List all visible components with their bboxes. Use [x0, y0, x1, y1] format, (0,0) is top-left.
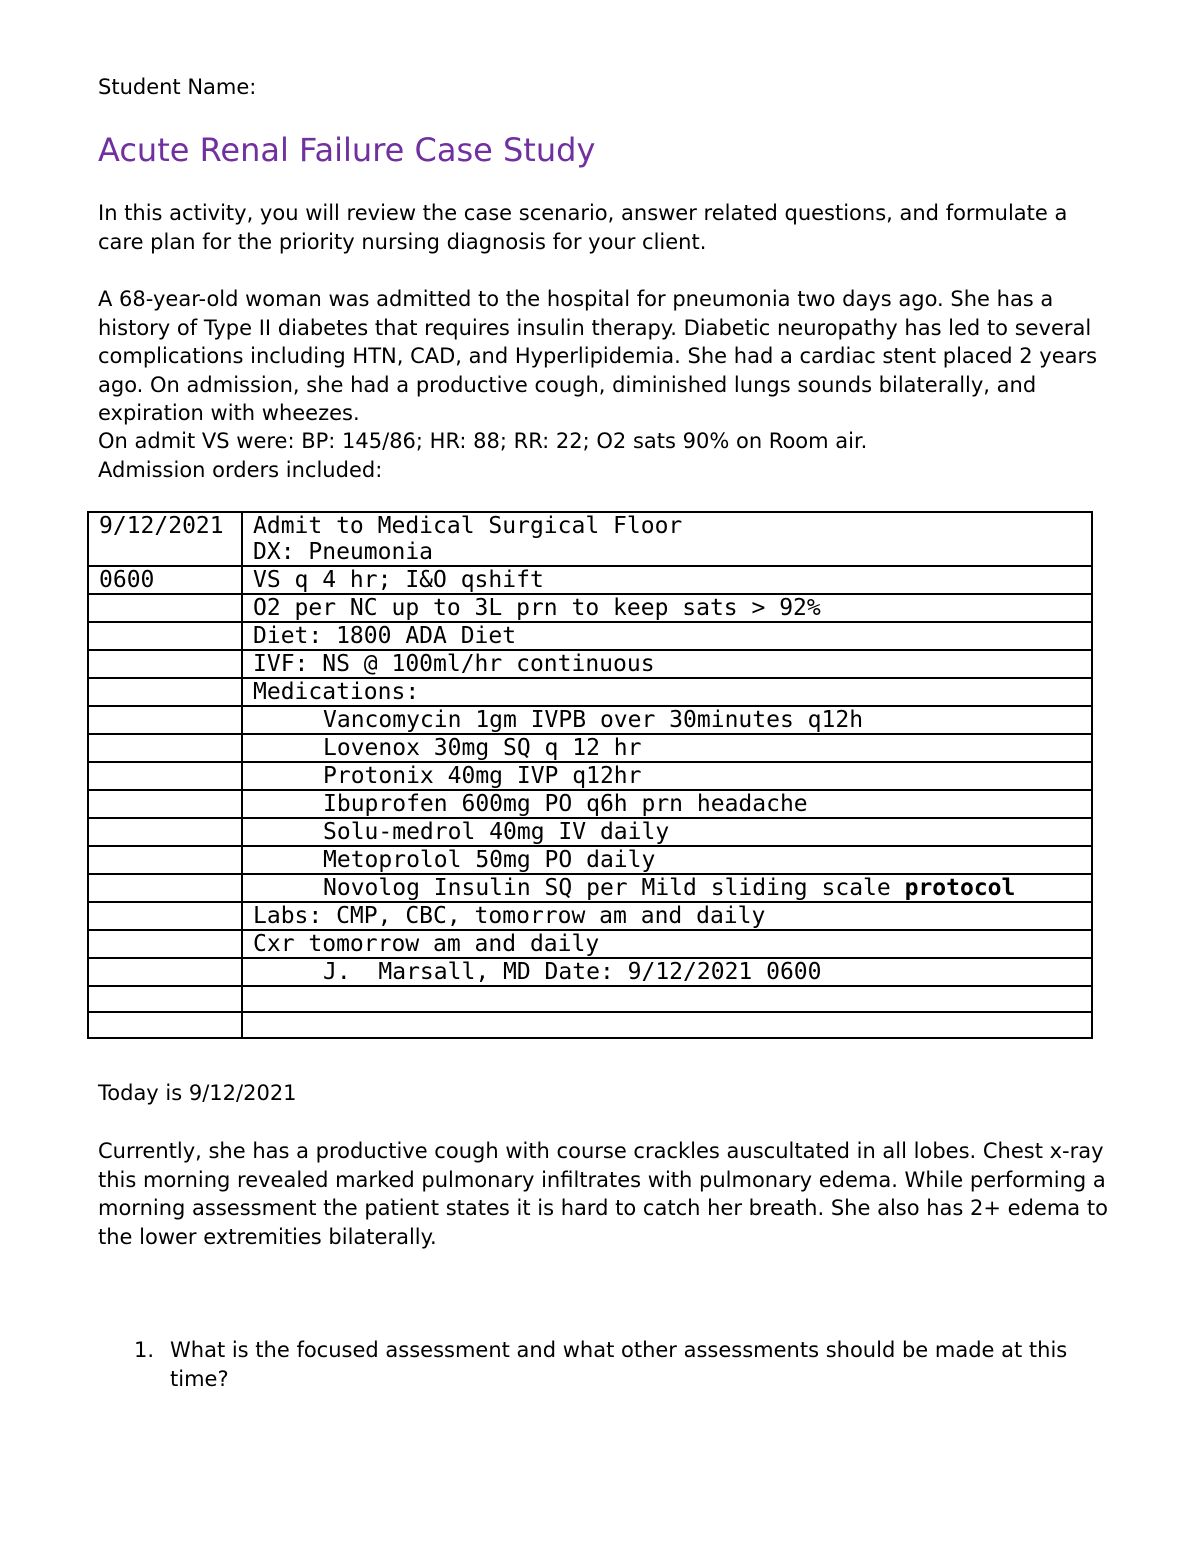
order-cell: O2 per NC up to 3L prn to keep sats > 92%	[242, 594, 1092, 622]
scenario-paragraph: A 68-year-old woman was admitted to the hospital for pneumonia two days ago. She has a history of Type II diabetes that requires insulin therapy. Diabetic neuropathy has led to several complications including HTN, CAD, and Hyperlipidemia. She had a cardiac stent placed 2 years ago. On admission, she had a productive cough, diminished lungs sounds bilaterally, and expiration with wheezes.	[98, 287, 1098, 425]
table-row	[88, 1012, 1092, 1038]
student-name-label: Student Name:	[98, 75, 257, 99]
order-date-cell	[88, 818, 242, 846]
order-cell	[242, 986, 1092, 1012]
order-cell: Diet: 1800 ADA Diet	[242, 622, 1092, 650]
order-date-cell	[88, 594, 242, 622]
medication-order: Lovenox 30mg SQ q 12 hr	[323, 735, 642, 761]
table-row	[88, 874, 1092, 902]
order-text-bold: protocol	[904, 875, 1016, 901]
order-date-cell	[88, 958, 242, 986]
order-cell	[242, 818, 1092, 846]
order-date-cell	[88, 678, 242, 706]
order-date-cell	[88, 790, 242, 818]
table-row	[88, 734, 1092, 762]
physician-signature: J. Marsall, MD Date: 9/12/2021 0600	[323, 959, 822, 985]
table-row	[88, 986, 1092, 1012]
medication-order	[253, 875, 1015, 901]
order-date-cell	[88, 734, 242, 762]
table-row	[88, 622, 1092, 650]
medication-order: Solu-medrol 40mg IV daily	[323, 819, 670, 845]
medication-order: Metoprolol 50mg PO daily	[323, 847, 656, 873]
page-title: Acute Renal Failure Case Study	[98, 131, 596, 169]
order-date-cell	[88, 846, 242, 874]
order-date-cell	[88, 622, 242, 650]
intro-paragraph: In this activity, you will review the case scenario, answer related questions, and formulate a care plan for the priority nursing diagnosis for your client.	[98, 201, 1068, 254]
current-status-paragraph: Currently, she has a productive cough with course crackles auscultated in all lobes. Chest x-ray this morning revealed marked pulmonary infiltrates with pulmonary edema. While performing a morning assessment the patient states it is hard to catch her breath. She also has 2+ edema to the lower extremities bilaterally.	[98, 1139, 1108, 1249]
table-row	[88, 594, 1092, 622]
order-cell	[242, 762, 1092, 790]
order-text: Novolog Insulin SQ per Mild sliding scale	[323, 875, 905, 901]
table-row	[88, 678, 1092, 706]
order-date-cell: 9/12/2021	[88, 512, 242, 566]
orders-label: Admission orders included:	[98, 458, 383, 482]
medication-order: Protonix 40mg IVP q12hr	[323, 763, 642, 789]
table-row	[88, 706, 1092, 734]
order-text: Admit to Medical Surgical Floor	[253, 513, 683, 539]
table-row	[88, 818, 1092, 846]
medication-order: Vancomycin 1gm IVPB over 30minutes q12h	[323, 707, 864, 733]
order-cell: VS q 4 hr; I&O qshift	[242, 566, 1092, 594]
order-date-cell	[88, 986, 242, 1012]
admit-vitals: On admit VS were: BP: 145/86; HR: 88; RR: 22; O2 sats 90% on Room air.	[98, 429, 868, 453]
table-row	[88, 846, 1092, 874]
order-cell	[242, 734, 1092, 762]
order-cell	[242, 846, 1092, 874]
table-row	[88, 566, 1092, 594]
order-date-cell	[88, 762, 242, 790]
order-cell: Medications:	[242, 678, 1092, 706]
order-date-cell	[88, 650, 242, 678]
order-cell	[242, 1012, 1092, 1038]
table-row	[88, 650, 1092, 678]
order-text: DX: Pneumonia	[253, 539, 434, 565]
order-cell	[242, 790, 1092, 818]
order-cell	[242, 958, 1092, 986]
order-cell	[242, 706, 1092, 734]
today-date: Today is 9/12/2021	[98, 1081, 297, 1105]
table-row	[88, 930, 1092, 958]
question-number: 1.	[134, 1338, 155, 1362]
order-date-cell: 0600	[88, 566, 242, 594]
admission-orders-table	[87, 511, 1093, 1039]
table-row	[88, 790, 1092, 818]
order-date-cell	[88, 874, 242, 902]
order-cell: IVF: NS @ 100ml/hr continuous	[242, 650, 1092, 678]
order-cell	[242, 874, 1092, 902]
order-cell	[242, 512, 1092, 566]
order-date-cell	[88, 706, 242, 734]
order-date-cell	[88, 930, 242, 958]
table-row	[88, 958, 1092, 986]
table-row	[88, 512, 1092, 566]
order-date-cell	[88, 902, 242, 930]
medication-order: Ibuprofen 600mg PO q6h prn headache	[323, 791, 808, 817]
table-row	[88, 902, 1092, 930]
order-date-cell	[88, 1012, 242, 1038]
table-row	[88, 762, 1092, 790]
order-cell: Cxr tomorrow am and daily	[242, 930, 1092, 958]
order-cell: Labs: CMP, CBC, tomorrow am and daily	[242, 902, 1092, 930]
question-text: What is the focused assessment and what other assessments should be made at this time?	[170, 1338, 1068, 1391]
